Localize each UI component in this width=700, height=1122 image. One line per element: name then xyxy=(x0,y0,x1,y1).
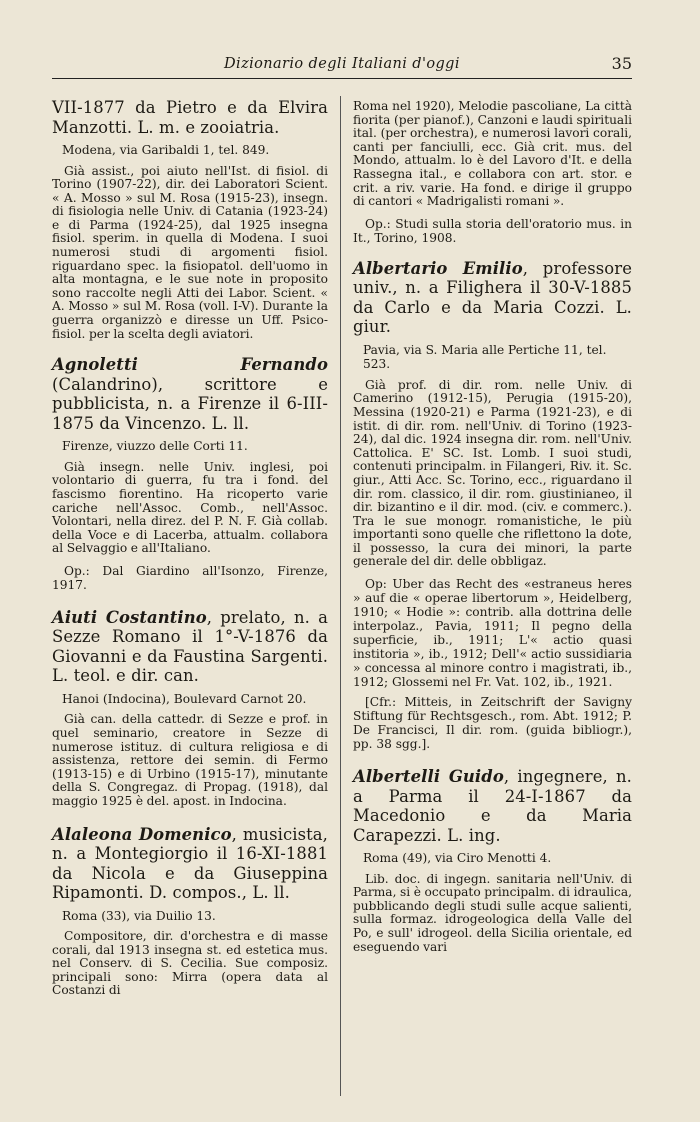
continued-entry xyxy=(52,98,328,341)
right-column xyxy=(353,100,632,970)
entry-heading-text: (Calandrino), scrittore e pubblicista, n. a Firenze il 6-III-1875 da Vincenzo. L. ll. xyxy=(52,374,328,433)
entry-address: Hanoi (Indocina), Boulevard Carnot 20. xyxy=(62,691,307,706)
entry-name: Albertelli Guido xyxy=(353,767,504,787)
entry-agnoletti xyxy=(52,355,328,592)
entry-heading xyxy=(353,259,632,337)
entry-address: Modena, via Garibaldi 1, tel. 849. xyxy=(62,143,270,157)
entry-heading xyxy=(353,767,632,845)
entry-body: Roma nel 1920), Melodie pascoliane, La città fiorita (per pianof.), Canzoni e laudi spirituali ital. (per orchestra), e numerosi lavori corali, canti per fanciulli, ecc. Già crit. mus. del Mondo, attualm. lo è del Lavoro d'It. e della Rassegna ital., e collabora con art. stor. e crit. a riv. varie. Ha fond. e dirige il gruppo di cantori « Madrigalisti romani ». xyxy=(353,99,632,209)
entry-heading-text: , professore univ., n. a Filighera il 30-V-1885 da Carlo e da Maria Cozzi. L. giur. xyxy=(353,258,632,337)
entry-body: Già assist., poi aiuto nell'Ist. di fisiol. di Torino (1907-22), dir. dei Laboratori Scient. « A. Mosso » sul M. Rosa (1915-23), insegn. di fisiologia nelle Univ. di Catania (1923-24) e di Parma (1924-25), dal 1925 insegna fisiol. sperim. in quella di Modena. I suoi numerosi studi di argomenti fisiol. riguardano spec. la fisiopatol. dell'uomo in alta montagna, e le sue note in proposito sono raccolte negli Atti dei Labor. Scient. « A. Mosso » sul M. Rosa (voll. I-V). Durante la guerra organizzò e diresse un Uff. Psico-fisiol. per la scelta degli aviatori. xyxy=(52,163,328,341)
entry-heading: VII-1877 da Pietro e da Elvira Manzotti. L. m. e zooiatria. xyxy=(52,98,328,137)
entry-name: Agnoletti Fernando xyxy=(52,355,328,375)
entry-references: [Cfr.: Mitteis, in Zeitschrift der Savigny Stiftung für Rechtsgesch., rom. Abt. 1912; P. De Francisci, Il dir. rom. (guida bibliogr.), pp. 38 sgg.]. xyxy=(353,695,632,752)
entry-address: Roma (33), via Duilio 13. xyxy=(62,908,216,923)
entry-heading xyxy=(52,608,328,686)
entry-address: Firenze, viuzzo delle Corti 11. xyxy=(62,439,248,454)
entry-alaleona xyxy=(52,825,328,998)
entry-albertario xyxy=(353,259,632,751)
entry-name: Albertario Emilio xyxy=(353,258,523,278)
entry-heading-text: , musicista, n. a Montegiorgio il 16-XI-1881 da Nicola e da Giuseppina Ripamonti. D. compos., L. ll. xyxy=(52,824,328,903)
running-head xyxy=(52,54,632,79)
entry-heading-text: , ingegnere, n. a Parma il 24-I-1867 da Macedonio e da Maria Carapezzi. L. ing. xyxy=(353,767,632,845)
entry-works: Op.: Dal Giardino all'Isonzo, Firenze, 1917. xyxy=(52,563,328,592)
entry-aiuti xyxy=(52,608,328,809)
entry-address: Roma (49), via Ciro Menotti 4. xyxy=(363,851,552,866)
entry-name: Alaleona Domenico xyxy=(52,824,232,844)
page-number: 35 xyxy=(611,54,632,73)
entry-albertelli xyxy=(353,767,632,954)
entry-body: Già prof. di dir. rom. nelle Univ. di Camerino (1912-15), Perugia (1915-20), Messina (1920-21) e Parma (1921-23), e di istit. di dir. rom. nell'Univ. di Torino (1923-24), dal dic. 1924 insegna dir. rom. nell'Univ. Cattolica. E' SC. Ist. Lomb. I suoi studi, contenuti principalm. in Filangeri, Riv. it. Sc. giur., Atti Acc. Sc. Torino, ecc., riguardano il dir. rom. classico, il dir. rom. giustinianeo, il dir. bizantino e il dir. mod. (civ. e commerc.). Tra le sue monogr. romanistiche, le più importanti sono quelle che riflettono la dote, il possesso, la cura dei minori, la parte generale del dir. delle obbligaz. xyxy=(353,377,632,569)
entry-body: Già insegn. nelle Univ. inglesi, poi volontario di guerra, fu tra i fond. del fascismo fiorentino. Ha ricoperto varie cariche nell'Assoc. Comb., nell'Assoc. Volontari, nella direz. del P. N. F. Già collab. della Voce e di Lacerba, attualm. collabora al Selvaggio e all'Italiano. xyxy=(52,459,328,556)
entry-body: Già can. della cattedr. di Sezze e prof. in quel seminario, creatore in Sezze di numerose istituz. di cultura religiosa e di assistenza, rettore dei semin. di Fermo (1913-15) e di Urbino (1915-17), minutante della S. Congregaz. di Propag. (1918), dal maggio 1925 è del. apost. in Indocina. xyxy=(52,712,328,808)
entry-heading xyxy=(52,825,328,903)
entry-heading-text: , prelato, n. a Sezze Romano il 1°-V-1876 da Giovanni e da Faustina Sargenti. L. teol. e dir. can. xyxy=(52,607,328,686)
continued-entry xyxy=(353,100,632,245)
entry-works: Op: Uber das Recht des «estraneus heres » auf die « operae libertorum », Heidelberg, 1910; « Hodie »: contrib. alla dottrina delle interpolaz., Pavia, 1911; Il pegno della superficie, ib., 1911; L'« actio quasi institoria », ib., 1912; Dell'« actio sussidiaria » concessa al minore contro i magistrati, ib., 1912; Glossemi nel Fr. Vat. 102, ib., 1921. xyxy=(353,577,632,690)
running-title: Dizionario degli Italiani d'oggi xyxy=(224,56,460,72)
entry-body: Lib. doc. di ingegn. sanitaria nell'Univ. di Parma, si è occupato principalm. di idraulica, pubblicando degli studi sulle acque salienti, sulla formaz. idrogeologica della Valle del Po, e sull' idrogeol. della Sicilia orientale, ed eseguendo vari xyxy=(353,871,632,954)
column-divider xyxy=(340,96,341,1096)
entry-address: Pavia, via S. Maria alle Pertiche 11, tel. 523. xyxy=(363,342,607,372)
entry-name: Aiuti Costantino xyxy=(52,607,207,627)
entry-works: Op.: Studi sulla storia dell'oratorio mus. in It., Torino, 1908. xyxy=(353,216,632,245)
entry-body: Compositore, dir. d'orchestra e di masse corali, dal 1913 insegna st. ed estetica mus. nel Conserv. di S. Cecilia. Sue composiz. principali sono: Mirra (opera data al Costanzi di xyxy=(52,929,328,998)
entry-heading xyxy=(52,355,328,433)
left-column xyxy=(52,98,328,1014)
